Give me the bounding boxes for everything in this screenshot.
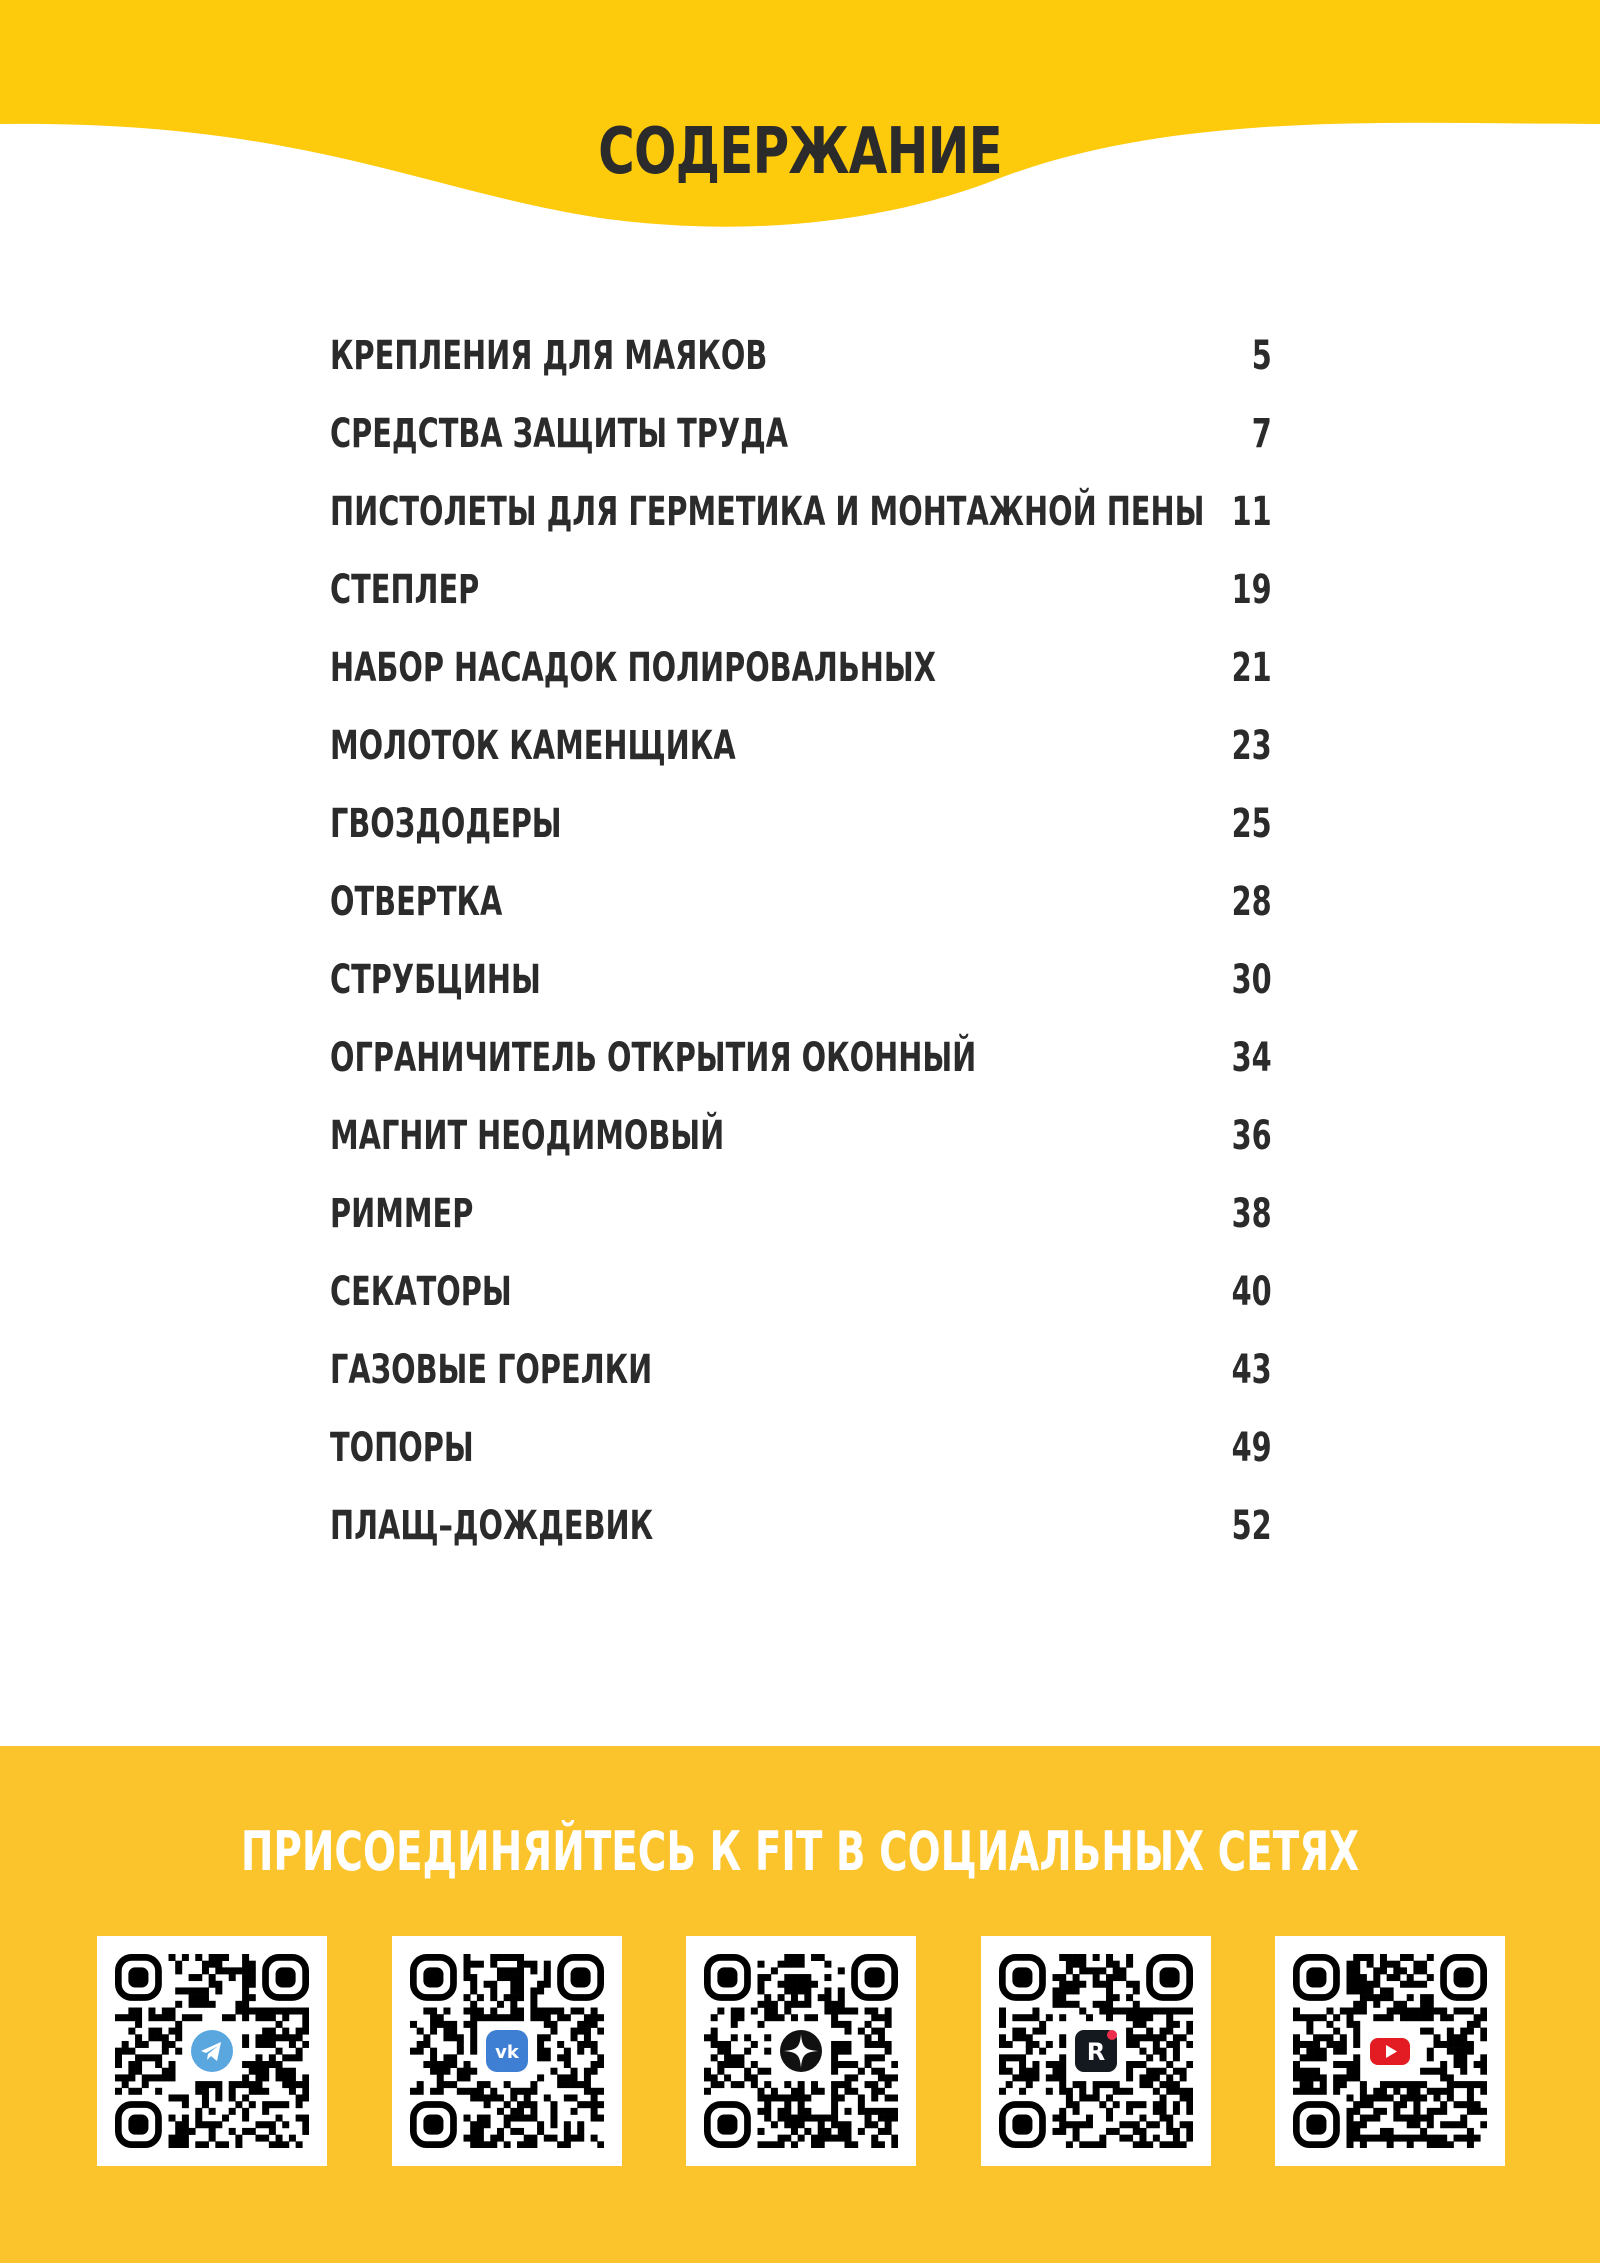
qr-code-dzen[interactable]	[686, 1936, 916, 2166]
toc-entry-title: ОТВЕРТКА	[330, 879, 503, 925]
toc-entry-title: СТЕПЛЕР	[330, 567, 480, 613]
social-footer	[0, 1746, 1600, 2263]
toc-entry[interactable]	[330, 481, 1272, 559]
toc-entry-page: 52	[1231, 1503, 1272, 1549]
toc-entry-title: ОГРАНИЧИТЕЛЬ ОТКРЫТИЯ ОКОННЫЙ	[330, 1035, 977, 1081]
svg-text:R: R	[1086, 2038, 1105, 2066]
toc-entry-page: 40	[1231, 1269, 1272, 1315]
toc-entry-title: МАГНИТ НЕОДИМОВЫЙ	[330, 1113, 725, 1159]
toc-entry[interactable]	[330, 403, 1272, 481]
qr-code-row	[97, 1936, 1505, 2166]
dzen-icon	[779, 2029, 823, 2073]
toc-entry[interactable]	[330, 637, 1272, 715]
toc-entry-page: 19	[1231, 567, 1272, 613]
toc-entry[interactable]	[330, 949, 1272, 1027]
qr-code-youtube[interactable]	[1275, 1936, 1505, 2166]
toc-entry-page: 34	[1231, 1035, 1272, 1081]
toc-entry[interactable]	[330, 1495, 1272, 1573]
toc-entry[interactable]	[330, 1183, 1272, 1261]
toc-entry-title: ТОПОРЫ	[330, 1425, 474, 1471]
toc-entry[interactable]	[330, 871, 1272, 949]
qr-code-vk[interactable]	[392, 1936, 622, 2166]
toc-entry[interactable]	[330, 793, 1272, 871]
vk-icon	[485, 2029, 529, 2073]
toc-entry-title: РИММЕР	[330, 1191, 474, 1237]
toc-entry-title: НАБОР НАСАДОК ПОЛИРОВАЛЬНЫХ	[330, 645, 936, 691]
qr-code-rutube[interactable]	[981, 1936, 1211, 2166]
toc-entry-page: 36	[1231, 1113, 1272, 1159]
toc-entry-title: СТРУБЦИНЫ	[330, 957, 541, 1003]
toc-entry-title: ПИСТОЛЕТЫ ДЛЯ ГЕРМЕТИКА И МОНТАЖНОЙ ПЕНЫ	[330, 489, 1205, 535]
toc-entry[interactable]	[330, 1027, 1272, 1105]
toc-entry[interactable]	[330, 715, 1272, 793]
telegram-icon	[190, 2029, 234, 2073]
toc-entry-title: МОЛОТОК КАМЕНЩИКА	[330, 723, 736, 769]
table-of-contents	[330, 325, 1272, 1573]
toc-entry-title: ГВОЗДОДЕРЫ	[330, 801, 562, 847]
toc-entry-page: 38	[1231, 1191, 1272, 1237]
toc-entry[interactable]	[330, 1417, 1272, 1495]
toc-entry-title: СРЕДСТВА ЗАЩИТЫ ТРУДА	[330, 411, 789, 457]
toc-entry-page: 11	[1231, 489, 1272, 535]
page-title: СОДЕРЖАНИЕ	[598, 115, 1002, 189]
rutube-icon	[1074, 2029, 1118, 2073]
toc-entry[interactable]	[330, 325, 1272, 403]
toc-entry-page: 5	[1251, 333, 1272, 379]
toc-entry-title: КРЕПЛЕНИЯ ДЛЯ МАЯКОВ	[330, 333, 768, 379]
qr-code-telegram[interactable]	[97, 1936, 327, 2166]
toc-entry[interactable]	[330, 1339, 1272, 1417]
toc-entry-page: 25	[1231, 801, 1272, 847]
youtube-icon	[1368, 2029, 1412, 2073]
toc-entry[interactable]	[330, 559, 1272, 637]
toc-entry-title: СЕКАТОРЫ	[330, 1269, 512, 1315]
svg-text:vk: vk	[494, 2042, 519, 2063]
toc-entry[interactable]	[330, 1261, 1272, 1339]
toc-entry-page: 23	[1231, 723, 1272, 769]
toc-entry-page: 43	[1231, 1347, 1272, 1393]
toc-entry-page: 30	[1231, 957, 1272, 1003]
toc-entry[interactable]	[330, 1105, 1272, 1183]
toc-entry-title: ПЛАЩ–ДОЖДЕВИК	[330, 1503, 654, 1549]
toc-entry-page: 49	[1231, 1425, 1272, 1471]
toc-entry-title: ГАЗОВЫЕ ГОРЕЛКИ	[330, 1347, 653, 1393]
toc-entry-page: 28	[1231, 879, 1272, 925]
toc-entry-page: 7	[1251, 411, 1272, 457]
toc-entry-page: 21	[1231, 645, 1272, 691]
social-heading: ПРИСОЕДИНЯЙТЕСЬ К FIT В СОЦИАЛЬНЫХ СЕТЯХ	[240, 1820, 1360, 1883]
